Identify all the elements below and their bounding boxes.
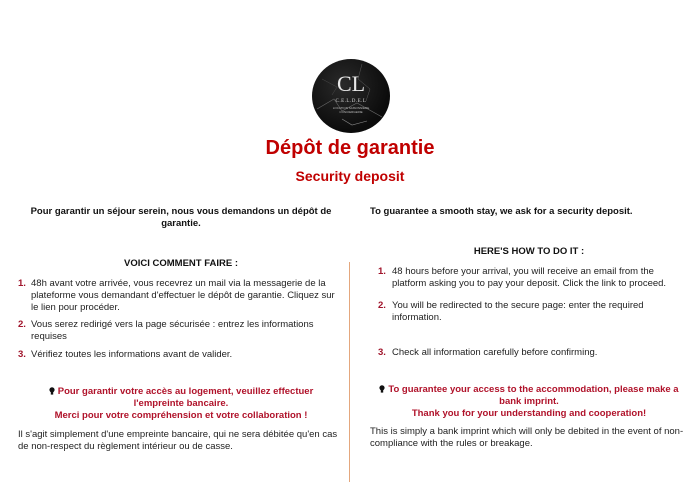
intro-text: Pour garantir un séjour serein, nous vous demandons un dépôt de garantie. (30, 206, 332, 229)
note-line-1 (38, 386, 324, 410)
logo-subtitle-line: CONCIERGERIE (339, 110, 363, 114)
column-divider (349, 262, 350, 482)
page-subtitle: Security deposit (295, 168, 405, 184)
note-line-2: Thank you for your understanding and cooperation! (411, 408, 647, 419)
footer-text: Il s'agit simplement d'une empreinte bancaire, qui ne sera débitée qu'en cas de non-respect du règlement intérieur ou de casse. (18, 429, 338, 452)
step-number: 3. (18, 349, 26, 360)
step-number: 1. (18, 278, 26, 289)
footer-text: This is simply a bank imprint which will only be debited in the event of non-compliance with the rules or breakage. (370, 426, 684, 449)
note-line-1 (370, 384, 688, 408)
howto-heading: HERE'S HOW TO DO IT : (473, 246, 585, 257)
note-text: Pour garantir votre accès au logement, veuillez effectuer l'empreinte bancaire. (57, 386, 314, 409)
brand-logo (312, 59, 390, 133)
lightbulb-icon (379, 385, 385, 393)
step-number: 2. (378, 300, 386, 311)
intro-text: To guarantee a smooth stay, we ask for a security deposit. (370, 206, 633, 217)
logo-name: C.E.L.D.E.L (335, 99, 367, 104)
step-number: 1. (378, 266, 386, 277)
logo-subtitle-line: LOCATION SAISONNIERE (332, 106, 370, 110)
french-column (18, 206, 344, 452)
step-number: 2. (18, 319, 26, 330)
step-text: 48h avant votre arrivée, vous recevrez un mail via la messagerie de la plateforme vous demandant d'effectuer le dépôt de garantie. Cliquez sur le lien pour procéder. (31, 278, 335, 313)
lightbulb-icon (49, 387, 55, 395)
important-note (370, 384, 688, 420)
note-line-2: Merci pour votre compréhension et votre collaboration ! (54, 410, 308, 421)
step-text: Vérifiez toutes les informations avant de valider. (31, 349, 233, 360)
step-text: 48 hours before your arrival, you will receive an email from the platform asking you to pay your deposit. Click the link to proceed. (392, 266, 667, 289)
step-text: You will be redirected to the secure page: enter the required information. (392, 300, 644, 323)
page-title: Dépôt de garantie (265, 137, 435, 159)
important-note (18, 386, 344, 422)
step-text: Vous serez redirigé vers la page sécurisée : entrez les informations requises (31, 319, 314, 342)
logo-subtitle (312, 106, 390, 114)
howto-heading: VOICI COMMENT FAIRE : (124, 258, 238, 269)
step-text: Check all information carefully before confirming. (392, 347, 598, 358)
note-text: To guarantee your access to the accommodation, please make a bank imprint. (388, 384, 679, 407)
step-number: 3. (378, 347, 386, 358)
english-column (370, 206, 688, 449)
logo-monogram: CL (336, 71, 366, 96)
